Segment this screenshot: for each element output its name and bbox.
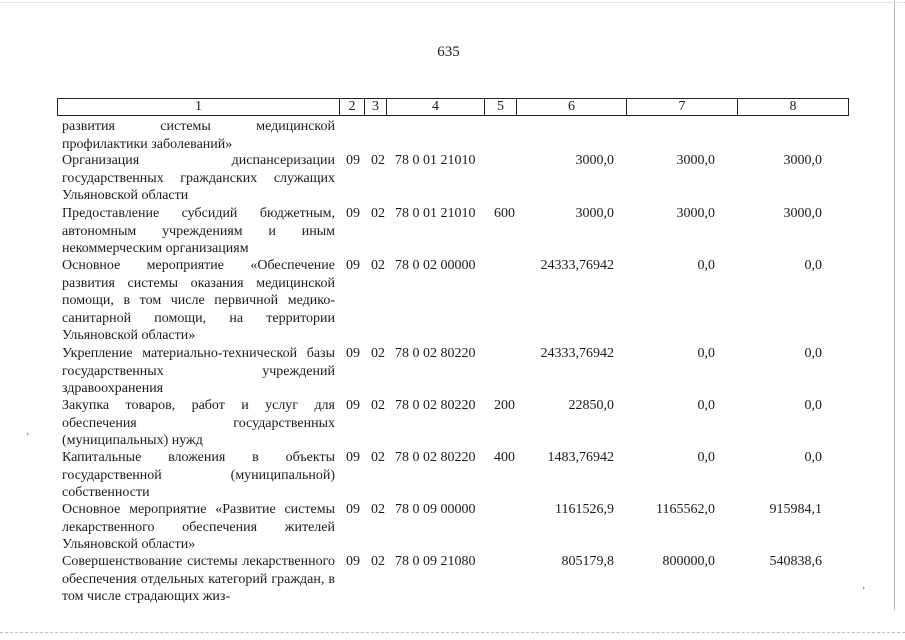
row-amount-col8: 0,0 — [804, 346, 822, 361]
table-row — [0, 257, 895, 345]
row-expense-type: 400 — [494, 450, 515, 465]
header-col-2: 2 — [340, 99, 365, 116]
row-amount-col7: 1165562,0 — [656, 502, 715, 517]
row-name: Совершенствование системы лекарственного обеспечения отдельных категорий граждан, в том числе страдающих жиз- — [62, 554, 335, 605]
header-col-1: 1 — [58, 99, 340, 116]
row-section: 09 — [346, 258, 360, 273]
row-amount-col7: 3000,0 — [676, 206, 715, 221]
row-subsection: 02 — [371, 153, 385, 168]
row-amount-col8: 0,0 — [804, 398, 822, 413]
row-section: 09 — [346, 554, 360, 569]
row-amount-col8: 3000,0 — [783, 206, 822, 221]
row-amount-col8: 3000,0 — [783, 153, 822, 168]
row-amount-col6: 1483,76942 — [547, 450, 614, 465]
header-col-6: 6 — [517, 99, 627, 116]
row-amount-col7: 3000,0 — [676, 153, 715, 168]
row-section: 09 — [346, 206, 360, 221]
row-subsection: 02 — [371, 206, 385, 221]
row-amount-col6: 1161526,9 — [555, 502, 614, 517]
row-name: Предоставление субсидий бюджетным, автономным учреждениям и иным некоммерческим организациям — [62, 206, 335, 257]
row-subsection: 02 — [371, 258, 385, 273]
row-target-code: 78 0 02 80220 — [395, 398, 476, 413]
row-name: Организация диспансеризации государственных гражданских служащих Ульяновской области — [62, 153, 335, 204]
row-amount-col8: 0,0 — [804, 450, 822, 465]
scan-speck: ʼ — [862, 586, 866, 597]
row-amount-col6: 24333,76942 — [540, 258, 614, 273]
row-subsection: 02 — [371, 450, 385, 465]
page-number: 635 — [437, 44, 460, 60]
row-subsection: 02 — [371, 502, 385, 517]
row-amount-col6: 24333,76942 — [540, 346, 614, 361]
row-section: 09 — [346, 450, 360, 465]
scan-speck: ʼ — [26, 432, 30, 443]
row-target-code: 78 0 01 21010 — [395, 153, 476, 168]
table-row — [0, 205, 895, 257]
row-name: Капитальные вложения в объекты государственной (муниципальной) собственности — [62, 450, 335, 501]
header-col-8: 8 — [738, 99, 849, 116]
row-amount-col7: 0,0 — [697, 346, 715, 361]
table-header — [57, 98, 849, 116]
row-section: 09 — [346, 346, 360, 361]
row-name: Укрепление материально-технической базы государственных учреждений здравоохранения — [62, 346, 335, 397]
row-name: Закупка товаров, работ и услуг для обеспечения государственных (муниципальных) нужд — [62, 398, 335, 449]
row-target-code: 78 0 09 00000 — [395, 502, 476, 517]
header-col-7: 7 — [627, 99, 738, 116]
row-amount-col6: 3000,0 — [575, 206, 614, 221]
row-amount-col7: 0,0 — [697, 258, 715, 273]
header-col-4: 4 — [387, 99, 485, 116]
row-amount-col6: 22850,0 — [568, 398, 614, 413]
row-amount-col7: 800000,0 — [662, 554, 715, 569]
row-subsection: 02 — [371, 554, 385, 569]
row-target-code: 78 0 02 00000 — [395, 258, 476, 273]
row-target-code: 78 0 01 21010 — [395, 206, 476, 221]
table-row — [0, 501, 895, 553]
table-row — [0, 397, 895, 449]
row-target-code: 78 0 09 21080 — [395, 554, 476, 569]
row-name: Основное мероприятие «Обеспечение развития системы оказания медицинской помощи, в том числе первичной медико-санитарной помощи, на территории Ульяновской области» — [62, 258, 335, 344]
row-amount-col8: 540838,6 — [769, 554, 822, 569]
row-section: 09 — [346, 153, 360, 168]
table-row — [0, 152, 895, 204]
row-amount-col6: 805179,8 — [561, 554, 614, 569]
row-amount-col7: 0,0 — [697, 450, 715, 465]
row-name: развития системы медицинской профилактики заболеваний» — [62, 119, 335, 152]
row-section: 09 — [346, 502, 360, 517]
row-amount-col6: 3000,0 — [575, 153, 614, 168]
row-section: 09 — [346, 398, 360, 413]
row-target-code: 78 0 02 80220 — [395, 346, 476, 361]
table-row — [0, 553, 895, 607]
row-subsection: 02 — [371, 346, 385, 361]
row-target-code: 78 0 02 80220 — [395, 450, 476, 465]
table-row — [0, 118, 895, 154]
header-col-3: 3 — [365, 99, 387, 116]
header-col-5: 5 — [485, 99, 517, 116]
row-expense-type: 200 — [494, 398, 515, 413]
row-amount-col8: 915984,1 — [769, 502, 822, 517]
row-subsection: 02 — [371, 398, 385, 413]
scan-top-edge — [0, 2, 905, 4]
row-amount-col8: 0,0 — [804, 258, 822, 273]
row-name: Основное мероприятие «Развитие системы лекарственного обеспечения жителей Ульяновской области» — [62, 502, 335, 553]
row-expense-type: 600 — [494, 206, 515, 221]
scan-bottom-edge — [0, 632, 905, 634]
table-row — [0, 345, 895, 397]
table-row — [0, 449, 895, 501]
row-amount-col7: 0,0 — [697, 398, 715, 413]
